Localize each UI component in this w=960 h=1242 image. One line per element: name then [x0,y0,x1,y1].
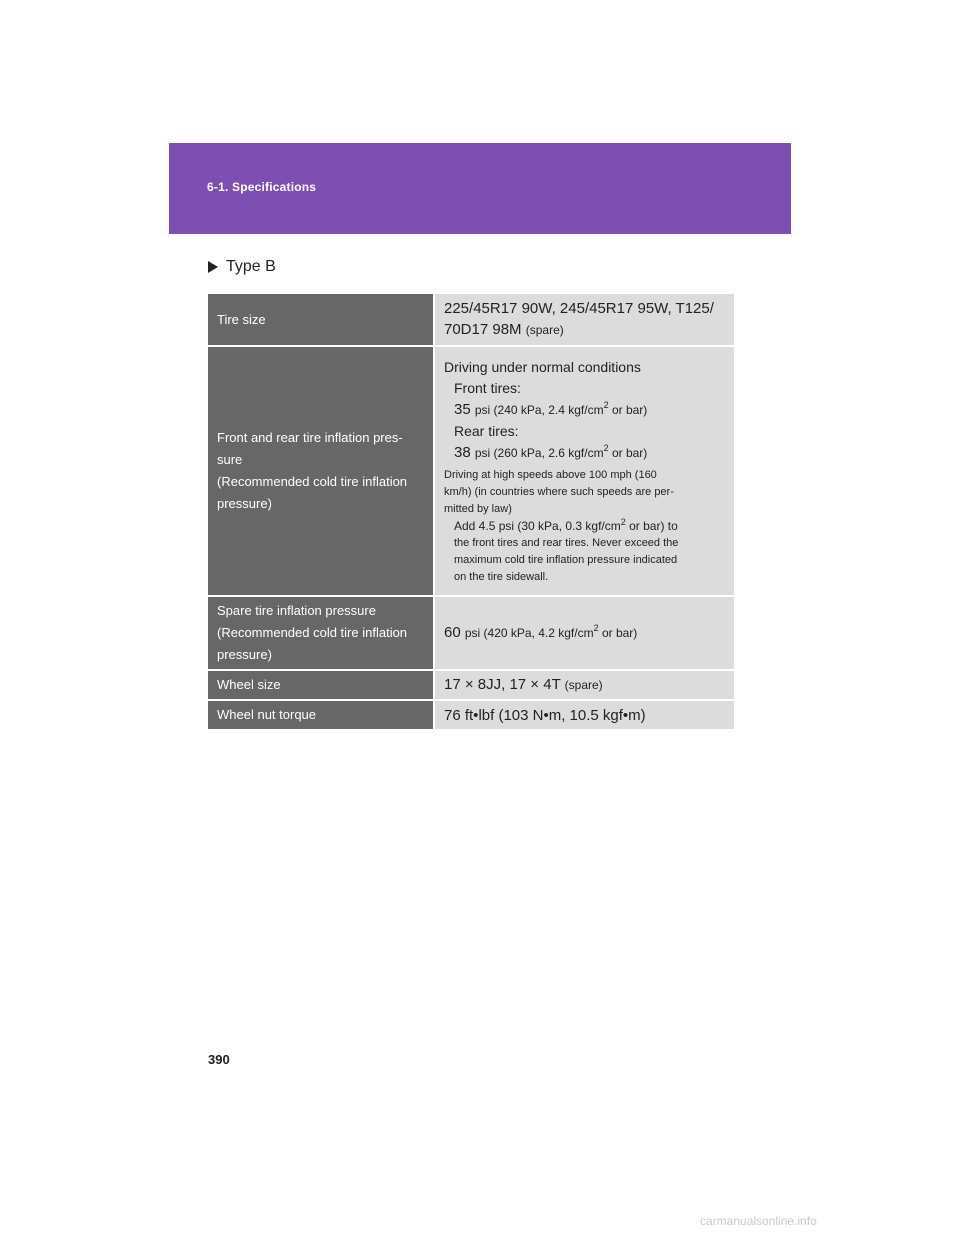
tire-size-value-text: 70D17 98M [444,321,522,338]
rear-or-bar: or bar) [608,445,648,460]
inflation-label-line: Front and rear tire inflation pres- [217,430,403,445]
high-speed-line: km/h) (in countries where such speeds are per- [444,485,674,498]
spare-value [433,597,734,671]
high-speed-line: mitted by law) [444,502,512,515]
arrow-right-icon [208,261,218,273]
rear-psi-text: psi (260 kPa, 2.6 kgf/cm [474,445,604,460]
normal-conditions-heading: Driving under normal conditions [444,358,641,375]
spare-psi-number: 60 [444,624,461,641]
rear-tires-label: Rear tires: [454,422,519,439]
spec-table [208,294,734,731]
add-pressure-line: maximum cold tire inflation pressure indicated [454,553,678,566]
spare-label-line: Spare tire inflation pressure [217,603,376,618]
front-psi-text: psi (240 kPa, 2.4 kgf/cm [474,402,604,417]
front-psi-number: 35 [454,400,471,418]
spare-or-bar: or bar) [598,626,638,640]
inflation-label-line: sure [217,452,243,467]
section-title: 6-1. Specifications [207,180,317,194]
wheel-size-note: (spare) [564,678,603,692]
wheel-nut-value: 76 ft•lbf (103 N•m, 10.5 kgf•m) [433,701,734,731]
add-superscript: 2 [620,516,626,527]
high-speed-note [444,467,730,518]
header-band [169,143,791,234]
add-pressure-line: the front tires and rear tires. Never exceed the [454,536,679,549]
watermark: carmanualsonline.info [700,1214,817,1228]
rear-psi-number: 38 [454,443,471,461]
rear-tires-pressure [444,442,730,464]
tire-size-line2 [444,319,730,341]
inflation-label-line: pressure) [217,496,272,511]
wheel-nut-label: Wheel nut torque [208,701,433,731]
wheel-size-text: 17 × 8JJ, 17 × 4T [444,676,561,693]
spare-label-line: pressure) [217,647,272,662]
front-tires-label: Front tires: [454,379,521,396]
spare-label-line: (Recommended cold tire inflation [217,625,408,640]
inflation-value [433,347,734,597]
inflation-label-line: (Recommended cold tire inflation [217,474,408,489]
tire-size-note: (spare) [525,323,564,337]
add-pressure-line [454,518,730,535]
high-speed-line: Driving at high speeds above 100 mph (160 [444,468,657,481]
table-row-wheel-nut [208,701,734,731]
wheel-size-label: Wheel size [208,671,433,701]
add-pressure-line: on the tire sidewall. [454,570,549,583]
spare-label [208,597,433,671]
add-pressure-note [444,518,730,586]
spare-superscript: 2 [593,623,599,633]
table-row-inflation [208,347,734,597]
front-tires-pressure [444,399,730,421]
add-pressure-tail: or bar) to [625,518,678,533]
rear-superscript: 2 [603,442,609,453]
add-pressure-text: Add 4.5 psi (30 kPa, 0.3 kgf/cm [454,518,621,533]
type-heading-text: Type B [226,258,276,275]
spare-psi-text: psi (420 kPa, 4.2 kgf/cm [464,626,594,640]
front-superscript: 2 [603,399,609,410]
type-heading [208,258,276,276]
front-or-bar: or bar) [608,402,648,417]
table-row-wheel-size [208,671,734,701]
tire-size-value [433,294,734,347]
table-row-tire-size [208,294,734,347]
tire-size-line1: 225/45R17 90W, 245/45R17 95W, T125/ [444,300,714,317]
page-number: 390 [208,1052,230,1067]
wheel-size-value [433,671,734,701]
table-row-spare [208,597,734,671]
inflation-label [208,347,433,597]
tire-size-label: Tire size [208,294,433,347]
